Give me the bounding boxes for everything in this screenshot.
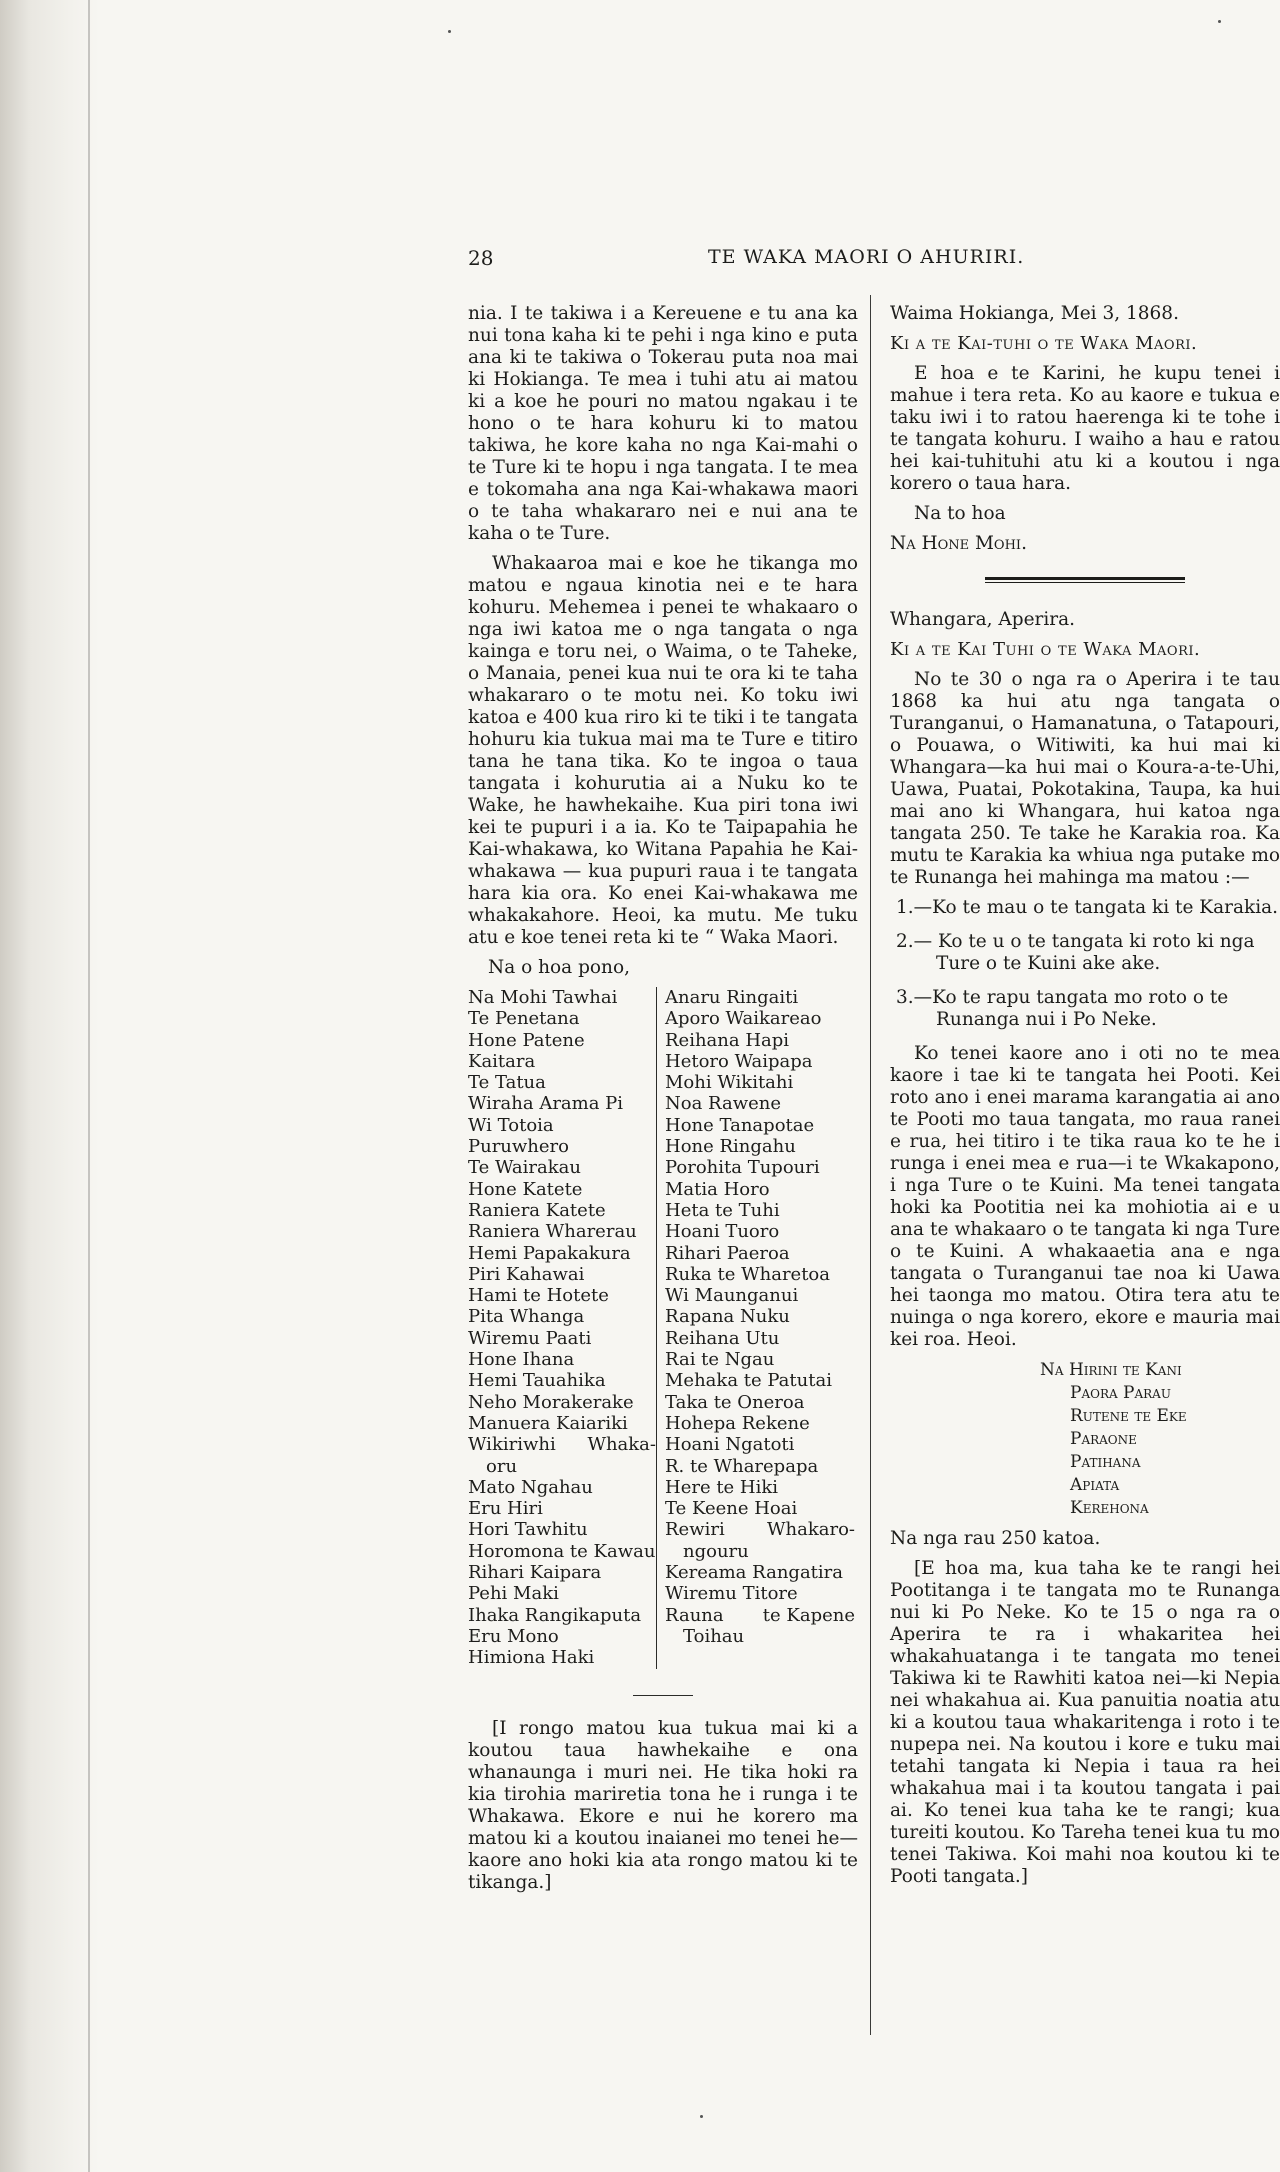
signatory-list bbox=[468, 987, 858, 1669]
signatory-name-part: Whaka- bbox=[587, 1434, 656, 1456]
signatory-name: Hone Ringahu bbox=[665, 1136, 796, 1158]
signatory-name: Hori Tawhitu bbox=[468, 1519, 588, 1541]
letter-dateline: Whangara, Aperira. bbox=[890, 609, 1076, 630]
page-spine-scan-edge bbox=[0, 0, 100, 2172]
signatory-name: Mato Ngahau bbox=[468, 1476, 593, 1498]
signatory-name: Piri Kahawai bbox=[468, 1263, 585, 1285]
signatory-name: Rutene te Eke bbox=[1070, 1406, 1187, 1426]
signatory-name-continued: Toihau bbox=[683, 1625, 745, 1647]
section-double-rule bbox=[985, 577, 1185, 583]
signatory-name: Kaitara bbox=[468, 1050, 536, 1072]
signatory-name: Eru Mono bbox=[468, 1625, 559, 1647]
page-number: 28 bbox=[468, 246, 494, 270]
signatory-name: Paraone bbox=[1070, 1429, 1137, 1449]
signatory-name: Eru Hiri bbox=[468, 1498, 543, 1520]
letter-body: E hoa e te Karini, he kupu tenei i mahue i tera reta. Ko au kaore e tukua e taku iwi i to ratou haerenga ki te tohe i te tangata kohuru. I waiho a hau e ratou hei kai-tuhituhi atu ki a koutou i nga korero o taua hara. bbox=[890, 363, 1280, 494]
article-paragraph: Whakaaroa mai e koe he tikanga mo matou e ngaua kinotia nei e te hara kohuru. Mehemea i penei te whakaaro o nga iwi katoa me o nga tangata o nga kainga e toru nei, o Waima, o te Taheke, o Manaia, penei kua nui te ora ki te taha whakararo o te motu nei. Ko toku iwi katoa e 400 kua riro ki te tiki i te tangata hohuru kia tukua mai ma te Ture e titiro tana he tana tika. Ko te ingoa o taua tangata i kohurutia ai a Nuku ko te Wake, he hawhekaihe. Kua piri tona iwi kei te pupuri i a ia. Ko te Taipapahia he Kai-whakawa, ko Witana Papahia he Kai-whakawa — kua pupuri raua i te tangata hara kia ora. Ko enei Kai-whakawa me whakakahore. Heoi, ka mutu. Me tuku atu e koe tenei reta ki te “ Waka Maori. bbox=[468, 553, 858, 948]
signatory-name: Noa Rawene bbox=[665, 1093, 782, 1115]
signatory-name: Hoani Tuoro bbox=[665, 1221, 780, 1243]
signatory-name: Te Tatua bbox=[468, 1072, 546, 1094]
signatory-name: Reihana Utu bbox=[665, 1327, 780, 1349]
signatory-name: Here te Hiki bbox=[665, 1476, 779, 1498]
signatory-name: Pita Whanga bbox=[468, 1306, 585, 1328]
signatory-name: Wi Totoia bbox=[468, 1114, 554, 1136]
resolution-item: 3.—Ko te rapu tangata mo roto o te Runanga nui i Po Neke. bbox=[896, 987, 1229, 1030]
speck bbox=[700, 2115, 703, 2118]
signatory-name-part: Rauna bbox=[665, 1604, 724, 1626]
signatory-name: Hoani Ngatoti bbox=[665, 1434, 795, 1456]
signatory-name: Ruka te Wharetoa bbox=[665, 1263, 830, 1285]
signatory-column-left bbox=[468, 987, 656, 1669]
signatory-name: Na Mohi Tawhai bbox=[468, 987, 618, 1008]
right-column bbox=[890, 303, 1280, 1896]
speck bbox=[448, 30, 451, 33]
signatory-name: Hetoro Waipapa bbox=[665, 1050, 813, 1072]
article-paragraph: nia. I te takiwa i a Kereuene e tu ana ka nui tona kaha ki te pehi i nga kino e puta ana ki te takiwa o Tokerau puta noa mai ki Hokianga. Te mea i tuhi atu ai matou ki a koe he pouri no matou ngakau i te hono o te hara kohuru ki to matou takiwa, he kore kaha no nga Kai-mahi o te Ture ki te hopu i nga tangata. I te mea e tokomaha ana nga Kai-whakawa maori o te taha whakararo nei e nui ana te kaha o te Ture. bbox=[468, 303, 858, 544]
signatory-name: Patihana bbox=[1070, 1452, 1141, 1472]
signatory-name: Wiraha Arama Pi bbox=[468, 1093, 624, 1115]
signatory-name: Neho Morakerake bbox=[468, 1391, 634, 1413]
signatory-name: Paora Parau bbox=[1070, 1383, 1171, 1403]
signatory-name: Matia Horo bbox=[665, 1178, 770, 1200]
signatory-block bbox=[1040, 1359, 1280, 1520]
signatory-name: Reihana Hapi bbox=[665, 1029, 790, 1051]
signatory-name: Pehi Maki bbox=[468, 1583, 559, 1605]
signatory-name: Aporo Waikareao bbox=[665, 1008, 822, 1030]
signatory-name: Anaru Ringaiti bbox=[665, 987, 799, 1008]
signatory-name-part: Rewiri bbox=[665, 1519, 725, 1541]
signatory-name: Horomona te Kawau bbox=[468, 1540, 656, 1562]
signatory-name: Ihaka Rangikaputa bbox=[468, 1604, 642, 1626]
letter-body: Ko tenei kaore ano i oti no te mea kaore i tae ki te tangata hei Pooti. Kei roto ano i enei marama karangatia ai ano te Pooti mo taua tangata, mo raua ranei e rua, hei titiro i te tika raua ko te he i runga i enei mea e rua—i te Wkakapono, i nga Ture o te Kuini. Ma tenei tangata hoki ka Pootitia nei ka mohiotia ai e u ana te whakaaro o te tangata ki nga Ture o te Kuini. A whakaaetia ana e nga tangata o Turanganui tae noa ki Uawa hei taonga mo matou. Otira tera atu te nuinga o nga korero, ekore e mauria mai kei roa. Heoi. bbox=[890, 1043, 1280, 1350]
signatory-name: Wiremu Titore bbox=[665, 1583, 798, 1605]
signatory-name: Hohepa Rekene bbox=[665, 1412, 810, 1434]
signatory-name: Hone Ihana bbox=[468, 1349, 575, 1371]
page-header bbox=[468, 246, 1248, 280]
signatory-name: Rihari Kaipara bbox=[468, 1562, 602, 1584]
signatory-name: Kerehona bbox=[1070, 1498, 1149, 1518]
resolution-list bbox=[890, 897, 1280, 1031]
signatory-name-part: Wikiriwhi bbox=[468, 1434, 556, 1456]
editor-note: [I rongo matou kua tukua mai ki a koutou taua hawhekaihe e ona whanaunga i muri nei. He tika hoki ra kia tirohia mariretia tona he i runga i te Whakawa. Ekore e nui he korero ma matou ki a koutou inaianei mo tenei he—kaore ano hoki kia ata rongo matou ki te tikanga.] bbox=[468, 1717, 858, 1893]
letter-signoff: Na to hoa bbox=[914, 503, 1006, 524]
signatory-name-continued: oru bbox=[486, 1455, 518, 1477]
signatory-name bbox=[468, 1434, 656, 1455]
signatory-name: Na Hirini te Kani bbox=[1040, 1360, 1182, 1380]
signatory-name: R. te Wharepapa bbox=[665, 1455, 819, 1477]
letter-address: Ki a te Kai-tuhi o te Waka Maori. bbox=[890, 333, 1198, 354]
letter-signature: Na Hone Mohi. bbox=[890, 533, 1027, 554]
signatory-name: Te Keene Hoai bbox=[665, 1498, 798, 1520]
resolution-item: 2.— Ko te u o te tangata ki roto ki nga Ture o te Kuini ake ake. bbox=[896, 931, 1255, 974]
signatory-count: Na nga rau 250 katoa. bbox=[890, 1528, 1101, 1549]
signatory-name: Himiona Haki bbox=[468, 1647, 595, 1669]
signatory-name: Hone Patene bbox=[468, 1029, 585, 1051]
signatory-name: Apiata bbox=[1070, 1475, 1120, 1495]
signatory-name-part: Whakaro- bbox=[767, 1519, 855, 1541]
running-title: TE WAKA MAORI O AHURIRI. bbox=[708, 246, 1025, 268]
section-rule bbox=[633, 1695, 693, 1696]
signatory-name: Kereama Rangatira bbox=[665, 1562, 843, 1584]
signatory-name: Hami te Hotete bbox=[468, 1285, 609, 1307]
signatory-name: Wiremu Paati bbox=[468, 1327, 592, 1349]
signatory-name: Rai te Ngau bbox=[665, 1349, 775, 1371]
signatory-name bbox=[665, 1605, 855, 1626]
signatory-name: Rihari Paeroa bbox=[665, 1242, 790, 1264]
signatory-column-right bbox=[656, 987, 855, 1669]
signatory-name: Raniera Katete bbox=[468, 1199, 606, 1221]
signatory-name: Taka te Oneroa bbox=[665, 1391, 805, 1413]
signatory-name: Mehaka te Patutai bbox=[665, 1370, 832, 1392]
signatory-name: Wi Maunganui bbox=[665, 1285, 799, 1307]
signatory-name: Rapana Nuku bbox=[665, 1306, 790, 1328]
signatory-name bbox=[665, 1519, 855, 1540]
signatory-name: Puruwhero bbox=[468, 1136, 569, 1158]
left-column bbox=[468, 303, 858, 1902]
signatory-name: Raniera Wharerau bbox=[468, 1221, 637, 1243]
signatory-name: Hone Tanapotae bbox=[665, 1114, 815, 1136]
letter-address: Ki a te Kai Tuhi o te Waka Maori. bbox=[890, 639, 1201, 660]
editor-note: [E hoa ma, kua taha ke te rangi hei Pootitanga i te tangata mo te Runanga nui ki Po Neke. Ko te 15 o nga ra o Aperira te ra i whakaritea hei whakahuatanga i te tangata mo tenei Takiwa ki te Rawhiti katoa nei—ki Nepia nei whakahua ai. Kua panuitia noatia atu ki a koutou taua whakaritenga i roto i te nupepa nei. Na koutou i kore e tuku mai tetahi tangata ki Nepia i taua ra hei whakahua mai i ta koutou tangata i pai ai. Ko tenei kua taha ke te rangi; kua tureiti koutou. Ko Tareha tenei kua tu mo tenei Takiwa. Koi mahi noa koutou ki te Pooti tangata.] bbox=[890, 1558, 1280, 1887]
signatory-name: Te Wairakau bbox=[468, 1157, 581, 1179]
signatory-name: Heta te Tuhi bbox=[665, 1199, 780, 1221]
column-divider bbox=[870, 295, 871, 2035]
signatory-name-continued: ngouru bbox=[683, 1540, 749, 1562]
signatory-name-part: te Kapene bbox=[762, 1604, 855, 1626]
signatory-name: Te Penetana bbox=[468, 1008, 580, 1030]
signatory-name: Hone Katete bbox=[468, 1178, 583, 1200]
letter-body: No te 30 o nga ra o Aperira i te tau 1868 ka hui atu nga tangata o Turanganui, o Hamanatuna, o Tatapouri, o Pouawa, o Witiwiti, ka hui mai ki Whangara—ka hui mai o Koura-a-te-Uhi, Uawa, Puatai, Pokotakina, Taupa, ka hui mai ano ki Whangara, hui katoa nga tangata 250. Te take he Karakia roa. Ka mutu te Karakia ka whiua nga putake mo te Runanga hei mahinga ma matou :— bbox=[890, 669, 1280, 888]
binding-line bbox=[88, 0, 90, 2172]
signatory-name: Mohi Wikitahi bbox=[665, 1072, 794, 1094]
signatory-name: Hemi Papakakura bbox=[468, 1242, 631, 1264]
resolution-item: 1.—Ko te mau o te tangata ki te Karakia. bbox=[896, 897, 1279, 918]
signatory-name: Porohita Tupouri bbox=[665, 1157, 820, 1179]
signatory-name: Hemi Tauahika bbox=[468, 1370, 606, 1392]
speck bbox=[1218, 20, 1221, 23]
signatory-name: Manuera Kaiariki bbox=[468, 1412, 628, 1434]
letter-dateline: Waima Hokianga, Mei 3, 1868. bbox=[890, 303, 1179, 324]
letter-salutation: Na o hoa pono, bbox=[488, 957, 630, 978]
